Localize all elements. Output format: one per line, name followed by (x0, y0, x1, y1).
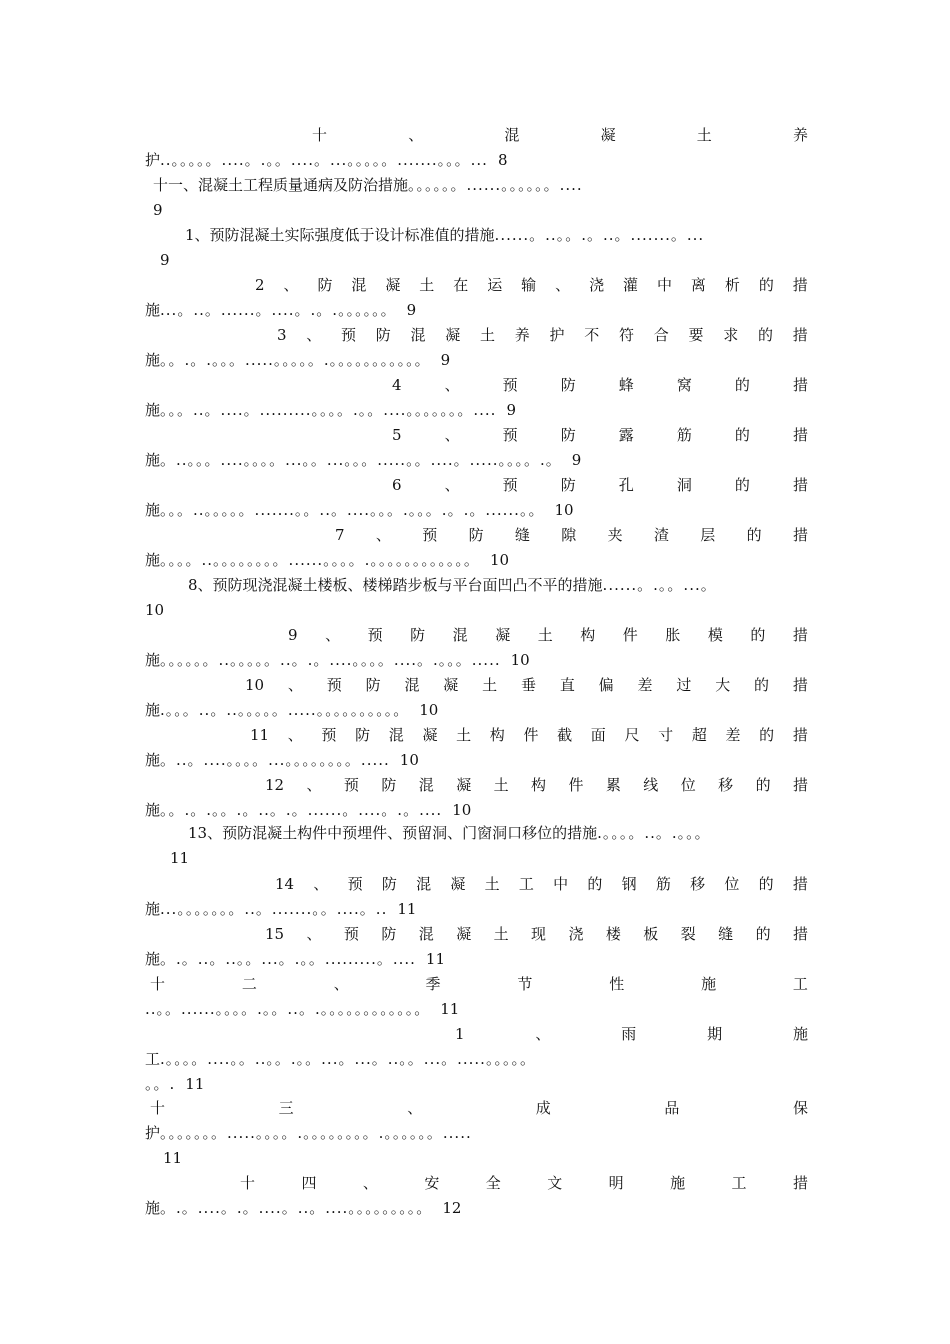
toc-title-char: 预 (502, 426, 518, 444)
toc-title-char: 、 (444, 476, 460, 494)
toc-title-char: 、 (333, 975, 349, 993)
toc-title-char: 2 (255, 276, 265, 294)
toc-title-char: 十 (312, 126, 328, 144)
toc-entry-line (188, 573, 717, 597)
toc-title-char: 4 (392, 376, 402, 394)
toc-entry-title (392, 373, 808, 397)
toc-entry-line (185, 223, 704, 247)
toc-title-char: 、 (408, 126, 424, 144)
toc-title-char: 的 (587, 875, 603, 893)
toc-title-char: 的 (758, 875, 774, 893)
toc-title-char: 安 (424, 1174, 440, 1192)
toc-title-char: 筋 (676, 426, 692, 444)
toc-title-char: 预 (367, 626, 383, 644)
toc-title-char: 7 (335, 526, 345, 544)
toc-title-char: 措 (792, 676, 808, 694)
toc-page-number: 12 (442, 1199, 462, 1217)
toc-title-char: 裂 (680, 925, 696, 943)
toc-title-char: 、 (444, 426, 460, 444)
toc-title-char: 防 (381, 776, 397, 794)
toc-title-char: 、 (555, 276, 571, 294)
toc-entry-title (255, 273, 808, 297)
toc-title-tail: 施 (145, 751, 161, 769)
toc-entry-continuation (145, 798, 471, 822)
toc-page-number: 9 (153, 201, 163, 219)
toc-title-char: 措 (792, 875, 808, 893)
toc-title-char: 、 (306, 326, 322, 344)
toc-entry-continuation (145, 148, 508, 172)
toc-title-char: 构 (580, 626, 596, 644)
toc-title-char: 性 (609, 975, 625, 993)
toc-title-char: 尺 (624, 726, 640, 744)
toc-title-char: 求 (723, 326, 739, 344)
toc-title-char: 5 (392, 426, 402, 444)
toc-title-char: 、 (375, 526, 391, 544)
toc-entry-title (392, 473, 808, 497)
toc-entry-title: 1、预防混凝土实际强度低于设计标准值的措施 (185, 226, 495, 244)
toc-leader: .。。。。..。.。。。 (597, 824, 711, 842)
toc-leader: 。。。。。。。.....。。。。.。。。。。。。。.。。。。。。..... (160, 1124, 472, 1142)
toc-title-char: 、 (306, 925, 322, 943)
toc-entry-title (312, 123, 808, 147)
toc-title-char: 1 (455, 1025, 465, 1043)
toc-title-char: 防 (560, 426, 576, 444)
toc-title-char: 符 (619, 326, 635, 344)
toc-title-char: 缝 (718, 925, 734, 943)
toc-entry-title (150, 972, 808, 996)
toc-page-number: 10 (145, 601, 165, 619)
toc-leader: .。。。。....。。..。。.。。...。...。..。。...。.....。。。。。 (160, 1050, 536, 1068)
toc-title-char: 凝 (443, 676, 459, 694)
toc-leader: 。..。。。....。。。。...。。...。。。.....。。....。.....。。。。.。 (160, 451, 562, 469)
toc-title-char: 9 (288, 626, 298, 644)
toc-title-char: 的 (754, 676, 770, 694)
toc-title-char: 位 (680, 776, 696, 794)
toc-title-char: 楼 (605, 925, 621, 943)
toc-title-char: 钢 (621, 875, 637, 893)
toc-title-char: 凝 (456, 925, 472, 943)
toc-title-char: 、 (535, 1025, 551, 1043)
toc-title-char: 中 (656, 276, 672, 294)
toc-title-char: 要 (688, 326, 704, 344)
toc-title-char: 文 (547, 1174, 563, 1192)
toc-title-char: 、 (362, 1174, 378, 1192)
toc-title-char: 模 (707, 626, 723, 644)
toc-title-char: 措 (792, 626, 808, 644)
toc-title-char: 十 (150, 1099, 166, 1117)
toc-title-char: 土 (480, 326, 496, 344)
toc-title-char: 凝 (495, 626, 511, 644)
toc-title-char: 运 (487, 276, 503, 294)
toc-title-char: 的 (750, 626, 766, 644)
toc-title-char: 孔 (618, 476, 634, 494)
toc-title-char: 混 (504, 126, 520, 144)
toc-title-char: 期 (707, 1025, 723, 1043)
toc-title-char: 凝 (450, 875, 466, 893)
toc-leader: ...。..。......。....。.。.。。。。。。 (160, 301, 397, 319)
toc-title-char: 防 (355, 726, 371, 744)
toc-entry-continuation (145, 748, 419, 772)
toc-title-char: 土 (493, 776, 509, 794)
toc-title-char: 措 (792, 326, 808, 344)
toc-title-char: 夹 (607, 526, 623, 544)
toc-title-char: 养 (514, 326, 530, 344)
toc-page-number: 10 (452, 801, 472, 819)
toc-title-char: 养 (792, 126, 808, 144)
toc-entry-title (245, 673, 808, 697)
toc-title-char: 土 (484, 875, 500, 893)
toc-title-char: 层 (700, 526, 716, 544)
toc-title-char: 构 (489, 726, 505, 744)
toc-title-char: 防 (365, 676, 381, 694)
toc-title-char: 混 (410, 326, 426, 344)
toc-page-number: 11 (397, 900, 417, 918)
toc-title-char: 预 (343, 925, 359, 943)
toc-title-char: 工 (792, 975, 808, 993)
toc-entry-continuation (145, 298, 416, 322)
toc-title-char: 合 (653, 326, 669, 344)
toc-page-number: 11 (170, 849, 190, 867)
toc-title-char: 在 (453, 276, 469, 294)
toc-title-char: 防 (381, 875, 397, 893)
toc-entry-title (240, 1171, 808, 1195)
toc-entry-title (455, 1022, 808, 1046)
toc-page-number: 9 (506, 401, 516, 419)
toc-page-number: 8 (497, 151, 508, 169)
toc-title-char: 件 (568, 776, 584, 794)
toc-title-char: 措 (792, 526, 808, 544)
toc-leader: 。。。。。。......。。。。。。.... (408, 176, 583, 194)
toc-entry-continuation (145, 1196, 461, 1220)
toc-title-char: 大 (715, 676, 731, 694)
toc-title-char: 胀 (665, 626, 681, 644)
toc-title-char: 、 (287, 676, 303, 694)
toc-title-char: 混 (452, 626, 468, 644)
toc-leader: 。。。。..。。。。。。。。......。。。。.。。。。。。。。。。。。 (160, 551, 480, 569)
toc-title-char: 缝 (514, 526, 530, 544)
toc-title-char: 土 (537, 626, 553, 644)
toc-title-char: 防 (560, 376, 576, 394)
toc-page-number: 11 (425, 950, 446, 968)
toc-title-char: 措 (792, 476, 808, 494)
toc-entry-title (265, 922, 808, 946)
toc-leader: ......。..。。.。..。.......。... (494, 226, 705, 244)
toc-entry-continuation (145, 548, 509, 572)
toc-title-char: 预 (341, 326, 357, 344)
toc-title-char: 不 (584, 326, 600, 344)
toc-entry-title: 十一、混凝土工程质量通病及防治措施 (153, 176, 409, 194)
toc-leader: 。。.。.。。.。..。.。......。....。.。.... (160, 801, 443, 819)
toc-title-char: 明 (608, 1174, 624, 1192)
toc-title-char: 二 (241, 975, 257, 993)
toc-title-char: 十 (240, 1174, 256, 1192)
toc-title-char: 施 (792, 1025, 808, 1043)
toc-title-char: 偏 (598, 676, 614, 694)
toc-leader: 。。。..。....。.........。。。。.。。....。。。。。。。.... (160, 401, 497, 419)
toc-title-char: 混 (418, 925, 434, 943)
toc-leader: ..。。......。。。。.。。..。.。。。。。。。。。。。。 (145, 1000, 431, 1018)
toc-title-char: 15 (265, 925, 285, 943)
toc-entry-line (188, 821, 711, 845)
toc-title-char: 、 (287, 726, 303, 744)
toc-title-char: 混 (416, 875, 432, 893)
toc-title-char: 3 (277, 326, 287, 344)
toc-title-tail: 护 (145, 151, 161, 169)
toc-title-char: 件 (523, 726, 539, 744)
toc-title-char: 混 (351, 276, 367, 294)
toc-entry-continuation (145, 648, 530, 672)
toc-title-char: 四 (301, 1174, 317, 1192)
toc-title-char: 预 (422, 526, 438, 544)
toc-title-char: 防 (410, 626, 426, 644)
toc-leader: 。.。..。..。。...。.。。.........。.... (160, 950, 416, 968)
toc-title-tail: 施 (145, 651, 161, 669)
toc-title-tail: 施 (145, 501, 161, 519)
toc-leader: 。。。。。。..。。。。。..。.。....。。。。....。.。。。..... (160, 651, 501, 669)
toc-title-char: 措 (792, 426, 808, 444)
toc-title-tail: 施 (145, 551, 161, 569)
toc-title-char: 工 (731, 1174, 747, 1192)
toc-page-number: 11 (440, 1000, 460, 1018)
toc-page-number: 11 (163, 1149, 183, 1167)
toc-title-char: 混 (388, 726, 404, 744)
toc-title-char: 位 (724, 875, 740, 893)
toc-title-tail: 施 (145, 1199, 161, 1217)
toc-title-char: 的 (755, 925, 771, 943)
toc-title-char: 的 (758, 276, 774, 294)
toc-entry-continuation (145, 897, 416, 921)
toc-title-char: 土 (456, 726, 472, 744)
toc-title-tail: 工 (145, 1050, 161, 1068)
toc-title-char: 措 (792, 1174, 808, 1192)
toc-title-tail: 施 (145, 351, 161, 369)
toc-title-char: 预 (347, 875, 363, 893)
toc-title-char: 防 (375, 326, 391, 344)
toc-title-char: 雨 (621, 1025, 637, 1043)
toc-title-char: 寸 (658, 726, 674, 744)
toc-title-char: 离 (690, 276, 706, 294)
toc-title-char: 差 (637, 676, 653, 694)
toc-entry-title (288, 623, 808, 647)
toc-title-char: 凝 (385, 276, 401, 294)
toc-title-tail: 施 (145, 900, 161, 918)
toc-title-char: 措 (792, 376, 808, 394)
toc-title-char: 渣 (653, 526, 669, 544)
toc-leader: 。..。....。。。。...。。。。。。。。..... (160, 751, 390, 769)
toc-page-number: 11 (185, 1075, 205, 1093)
toc-title-char: 11 (250, 726, 270, 744)
toc-title-char: 的 (734, 426, 750, 444)
toc-title-char: 洞 (676, 476, 692, 494)
toc-title-char: 露 (618, 426, 634, 444)
toc-title-char: 十 (150, 975, 166, 993)
toc-leader: 。。.。.。。。.....。。。。。.。。。。。。。。。。。 (160, 351, 431, 369)
toc-title-tail: 施 (145, 401, 161, 419)
toc-entry-title (277, 323, 808, 347)
toc-page-number: 10 (399, 751, 419, 769)
toc-entry-title (150, 1096, 808, 1120)
toc-entry-continuation (145, 1121, 472, 1145)
toc-title-char: 蜂 (618, 376, 634, 394)
toc-title-char: 土 (493, 925, 509, 943)
toc-entry-title: 8、预防现浇混凝土楼板、楼梯踏步板与平台面凹凸不平的措施 (188, 576, 603, 594)
toc-title-char: 12 (265, 776, 285, 794)
toc-title-char: 预 (343, 776, 359, 794)
toc-title-char: 凝 (445, 326, 461, 344)
toc-title-char: 措 (792, 925, 808, 943)
toc-title-char: 6 (392, 476, 402, 494)
toc-title-char: 的 (755, 776, 771, 794)
toc-title-char: 防 (560, 476, 576, 494)
toc-title-char: 混 (418, 776, 434, 794)
toc-title-char: 、 (407, 1099, 423, 1117)
toc-leader: ...。。。。。。。..。.......。。....。.. (160, 900, 388, 918)
toc-title-char: 施 (670, 1174, 686, 1192)
toc-title-char: 措 (792, 276, 808, 294)
toc-title-char: 施 (701, 975, 717, 993)
toc-title-char: 浇 (589, 276, 605, 294)
toc-title-char: 工 (518, 875, 534, 893)
toc-title-char: 凝 (456, 776, 472, 794)
toc-title-char: 三 (278, 1099, 294, 1117)
toc-leader: 。。。..。。。。。.......。。..。....。。。.。。。.。.。......。。 (160, 501, 545, 519)
toc-title-char: 土 (696, 126, 712, 144)
toc-title-char: 截 (557, 726, 573, 744)
toc-title-tail: 护 (145, 1124, 161, 1142)
toc-title-tail: 施 (145, 801, 161, 819)
toc-title-char: 、 (325, 626, 341, 644)
toc-title-char: 土 (482, 676, 498, 694)
toc-title-char: 筋 (655, 875, 671, 893)
toc-title-char: 过 (676, 676, 692, 694)
toc-title-char: 预 (502, 376, 518, 394)
toc-page-number: 10 (510, 651, 530, 669)
toc-title-char: 防 (468, 526, 484, 544)
toc-title-char: 板 (643, 925, 659, 943)
toc-entry-continuation (145, 1047, 536, 1071)
toc-title-char: 品 (664, 1099, 680, 1117)
toc-entry-continuation (145, 947, 445, 971)
toc-title-char: 移 (690, 875, 706, 893)
toc-title-char: 14 (275, 875, 295, 893)
toc-title-char: 预 (502, 476, 518, 494)
toc-title-char: 中 (553, 875, 569, 893)
toc-entry-continuation (145, 698, 438, 722)
toc-title-char: 现 (531, 925, 547, 943)
toc-title-char: 的 (758, 326, 774, 344)
toc-leader: ..。。。。。....。.。。....。...。。。。。.......。。。... (160, 151, 488, 169)
toc-title-char: 措 (792, 776, 808, 794)
toc-title-char: 10 (245, 676, 265, 694)
toc-title-char: 输 (521, 276, 537, 294)
toc-title-char: 垂 (520, 676, 536, 694)
toc-title-tail: 施 (145, 701, 161, 719)
toc-title-char: 面 (590, 726, 606, 744)
toc-title-char: 构 (531, 776, 547, 794)
toc-title-char: 防 (317, 276, 333, 294)
toc-entry-continuation (145, 997, 459, 1021)
toc-title-char: 差 (725, 726, 741, 744)
toc-title-tail: 施 (145, 301, 161, 319)
toc-title-char: 的 (759, 726, 775, 744)
toc-title-char: 灌 (623, 276, 639, 294)
toc-title-char: 窝 (676, 376, 692, 394)
toc-entry-title (265, 773, 808, 797)
toc-title-char: 防 (381, 925, 397, 943)
toc-title-char: 直 (559, 676, 575, 694)
toc-title-char: 隙 (561, 526, 577, 544)
toc-entry-title: 13、预防混凝土构件中预埋件、预留洞、门窗洞口移位的措施 (188, 824, 598, 842)
toc-title-char: 凝 (600, 126, 616, 144)
toc-page-number: 9 (160, 251, 170, 269)
toc-title-char: 超 (691, 726, 707, 744)
toc-entry-continuation (145, 1072, 204, 1096)
toc-title-char: 预 (326, 676, 342, 694)
toc-title-char: 的 (734, 376, 750, 394)
toc-title-char: 、 (444, 376, 460, 394)
toc-title-char: 件 (622, 626, 638, 644)
toc-entry-line (153, 173, 583, 197)
toc-title-char: 线 (643, 776, 659, 794)
toc-leader: .。。。..。..。。。。。.....。。。。。。。。。。 (160, 701, 410, 719)
toc-page-number: 9 (406, 301, 417, 319)
toc-title-char: 护 (549, 326, 565, 344)
toc-entry-continuation (145, 348, 450, 372)
toc-page-number: 9 (571, 451, 582, 469)
toc-title-char: 累 (605, 776, 621, 794)
toc-entry-continuation (145, 498, 574, 522)
toc-title-char: 移 (718, 776, 734, 794)
toc-title-char: 凝 (422, 726, 438, 744)
toc-title-char: 土 (419, 276, 435, 294)
toc-title-char: 全 (485, 1174, 501, 1192)
toc-page-number: 9 (440, 351, 451, 369)
toc-entry-title (275, 872, 808, 896)
toc-title-char: 节 (517, 975, 533, 993)
toc-leader: ......。.。。...。 (602, 576, 717, 594)
toc-entry-title (392, 423, 808, 447)
toc-entry-title (250, 723, 808, 747)
toc-title-char: 、 (283, 276, 299, 294)
toc-title-char: 析 (724, 276, 740, 294)
toc-leader: 。。. (145, 1075, 176, 1093)
toc-title-char: 措 (792, 726, 808, 744)
toc-page-number: 10 (554, 501, 574, 519)
toc-entry-title (335, 523, 808, 547)
toc-title-char: 、 (306, 776, 322, 794)
toc-leader: 。.。....。.。....。..。....。。。。。。。。。 (160, 1199, 433, 1217)
toc-title-char: 的 (734, 476, 750, 494)
toc-title-tail: 施 (145, 950, 161, 968)
toc-title-char: 浇 (568, 925, 584, 943)
toc-title-char: 预 (321, 726, 337, 744)
toc-title-char: 混 (404, 676, 420, 694)
toc-page-number: 10 (489, 551, 510, 569)
toc-entry-continuation (145, 398, 516, 422)
toc-title-char: 、 (313, 875, 329, 893)
toc-title-char: 保 (792, 1099, 808, 1117)
toc-entry-continuation (145, 448, 581, 472)
toc-title-char: 成 (535, 1099, 551, 1117)
toc-title-char: 季 (425, 975, 441, 993)
toc-page-number: 10 (419, 701, 439, 719)
toc-title-tail: 施 (145, 451, 161, 469)
toc-title-char: 的 (746, 526, 762, 544)
